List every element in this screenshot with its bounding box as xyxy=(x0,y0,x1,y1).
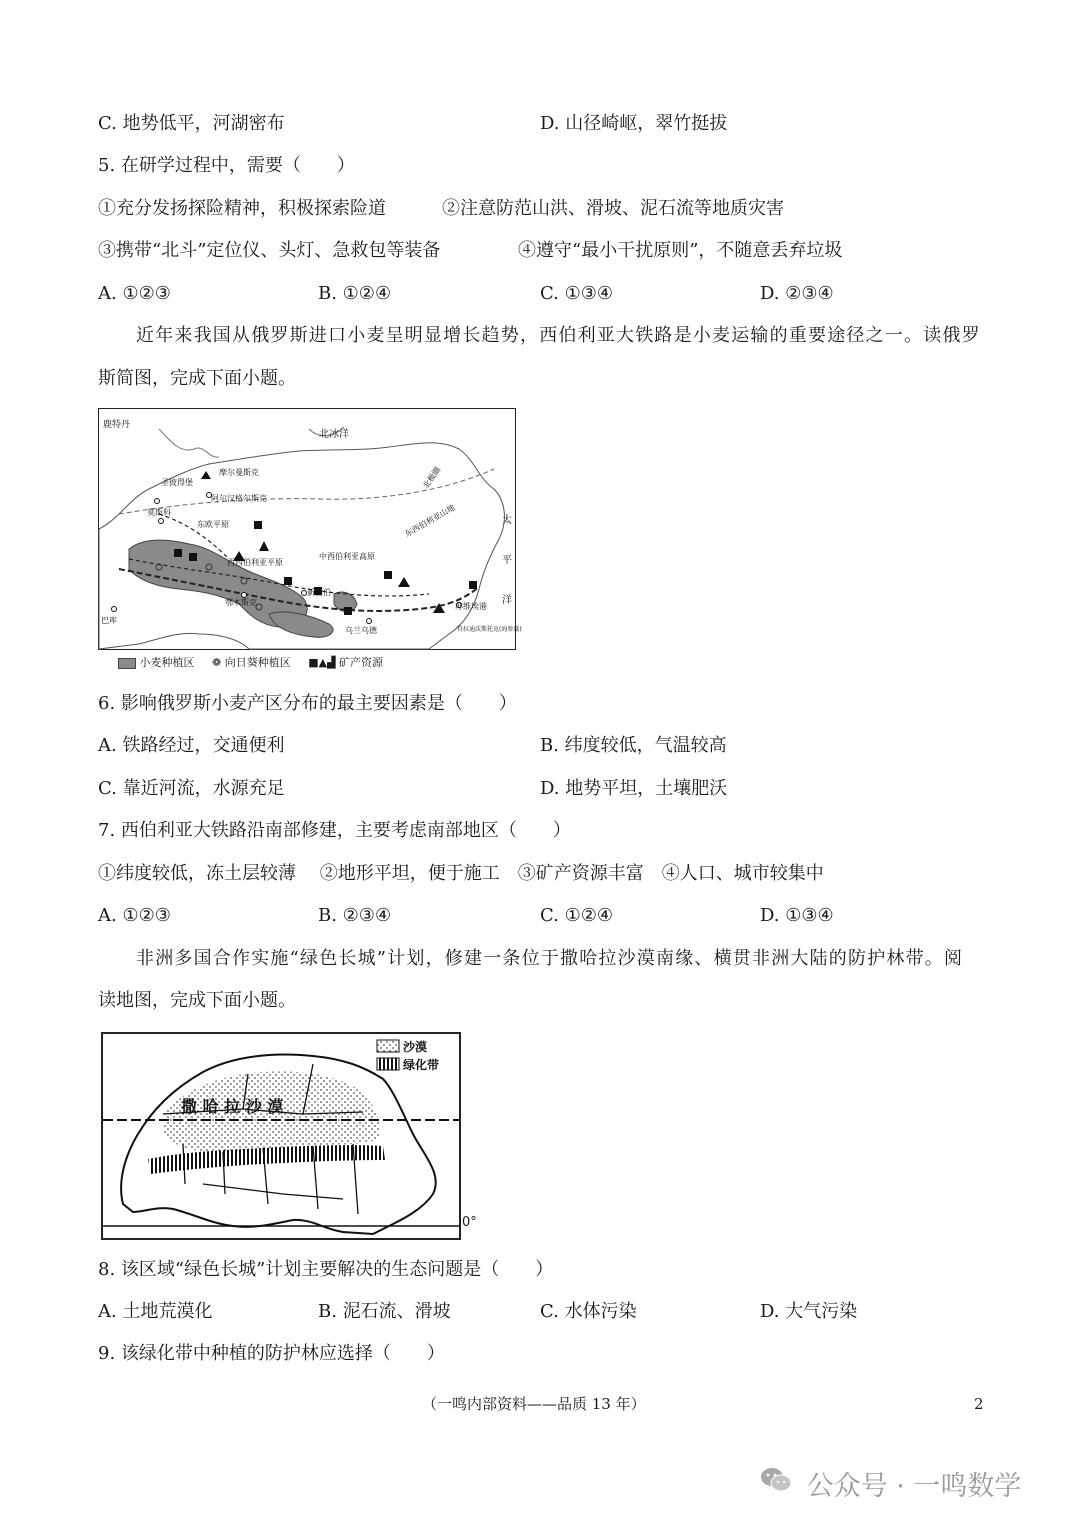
label-east-siberian-mountains: 东西伯利亚山地 xyxy=(403,502,457,539)
label-central-siberian-plateau: 中西伯利亚高原 xyxy=(319,552,375,561)
q4-option-c: C. 地势低平，河湖密布 xyxy=(98,113,285,134)
africa-intro-line2: 读地图，完成下面小题。 xyxy=(98,990,296,1011)
africa-map xyxy=(101,1032,461,1240)
label-pacific-2: 平 xyxy=(502,555,512,566)
label-ulan-ude: 乌兰乌德 xyxy=(345,626,377,635)
q5-item-4: ④遵守“最小干扰原则”，不随意丢弃垃圾 xyxy=(518,240,843,261)
label-baku: 巴库 xyxy=(101,616,117,625)
label-west-siberian-plain: 西西伯利亚平原 xyxy=(227,558,283,567)
q5-option-c: C. ①③④ xyxy=(540,283,613,304)
label-omsk: 鄂木斯克 xyxy=(225,598,257,607)
label-equator: 0° xyxy=(462,1215,477,1230)
wheat-swatch xyxy=(118,658,136,669)
legend-green-swatch xyxy=(377,1058,399,1070)
q4-option-d: D. 山径崎岖，翠竹挺拔 xyxy=(540,113,728,134)
label-arkhangelsk: 阿尔汉格尔斯克 xyxy=(211,494,267,503)
q8-option-a: A. 土地荒漠化 xyxy=(98,1301,213,1322)
legend-minerals: 矿产资源 xyxy=(339,656,384,669)
q6-option-d: D. 地势平坦，土壤肥沃 xyxy=(540,778,728,799)
label-arctic-ocean: 北冰洋 xyxy=(319,429,349,440)
q7-option-a: A. ①②③ xyxy=(98,905,171,926)
q5-item-3: ③携带“北斗”定位仪、头灯、急救包等装备 xyxy=(98,240,441,261)
legend-green-belt: 绿化带 xyxy=(403,1058,440,1072)
q5-stem: 5. 在研学过程中，需要（ ） xyxy=(98,155,355,176)
q8-option-b: B. 泥石流、滑坡 xyxy=(318,1301,451,1322)
q8-option-d: D. 大气污染 xyxy=(760,1301,858,1322)
label-sahara: 撒 哈 拉 沙 漠 xyxy=(181,1097,284,1116)
q7-items: ①纬度较低，冻土层较薄 ②地形平坦，便于施工 ③矿产资源丰富 ④人口、城市较集中 xyxy=(98,863,824,884)
russia-intro-line1: 近年来我国从俄罗斯进口小麦呈明显增长趋势，西伯利亚大铁路是小麦运输的重要途径之一。读俄罗 xyxy=(136,325,981,346)
russia-intro-line2: 斯简图，完成下面小题。 xyxy=(98,368,296,389)
watermark-text: 公众号 · 一鸣数学 xyxy=(806,1471,1022,1502)
label-east-european-plain: 东欧平原 xyxy=(197,520,229,529)
label-st-petersburg: 圣彼得堡 xyxy=(161,478,193,487)
watermark xyxy=(760,1464,1021,1503)
africa-intro-line1: 非洲多国合作实施“绿色长城”计划，修建一条位于撒哈拉沙漠南缘、横贯非洲大陆的防护林带。阅 xyxy=(136,948,964,969)
q7-option-b: B. ②③④ xyxy=(318,905,392,926)
q5-option-a: A. ①②③ xyxy=(98,283,171,304)
mineral-icon: ■▲▟ xyxy=(308,656,336,669)
q7-stem: 7. 西伯利亚大铁路沿南部修建，主要考虑南部地区（ ） xyxy=(98,820,571,841)
label-sovetskaya-gavan: 苏维埃港 xyxy=(455,602,487,611)
q5-option-b: B. ①②④ xyxy=(318,283,392,304)
q5-item-2: ②注意防范山洪、滑坡、泥石流等地质灾害 xyxy=(442,198,784,219)
russia-map-drawing xyxy=(99,409,522,649)
q6-option-a: A. 铁路经过，交通便利 xyxy=(98,735,285,756)
legend-sunflower: 向日葵种植区 xyxy=(224,656,291,669)
footer-center: （一鸣内部资料——品质 13 年） xyxy=(422,1395,646,1413)
label-pacific-1: 太 xyxy=(502,515,512,526)
sunflower-icon: ❁ xyxy=(212,656,222,669)
q6-stem: 6. 影响俄罗斯小麦产区分布的最主要因素是（ ） xyxy=(98,693,517,714)
q7-option-d: D. ①③④ xyxy=(760,905,834,926)
wechat-icon xyxy=(760,1466,792,1501)
russia-map xyxy=(98,408,522,650)
q5-item-1: ①充分发扬探险精神，积极探索险道 xyxy=(98,198,386,219)
q7-option-c: C. ①②④ xyxy=(540,905,613,926)
label-vladivostok: 符拉迪沃斯托克(海参崴) xyxy=(457,626,522,633)
q8-option-c: C. 水体污染 xyxy=(540,1301,637,1322)
q6-option-b: B. 纬度较低，气温较高 xyxy=(540,735,727,756)
legend-desert: 沙漠 xyxy=(403,1040,428,1054)
legend-wheat: 小麦种植区 xyxy=(139,656,195,669)
q9-stem: 9. 该绿化带中种植的防护林应选择（ ） xyxy=(98,1343,445,1364)
q5-option-d: D. ②③④ xyxy=(760,283,834,304)
label-arctic-circle: 北极圈 xyxy=(421,465,443,491)
page-number: 2 xyxy=(974,1395,984,1413)
legend-desert-swatch xyxy=(377,1040,399,1052)
africa-map-drawing xyxy=(103,1034,459,1238)
russia-legend xyxy=(118,656,383,670)
label-moscow: 莫斯科 xyxy=(147,508,171,517)
label-novosibirsk: 新西伯 xyxy=(307,588,331,597)
q6-option-c: C. 靠近河流，水源充足 xyxy=(98,778,285,799)
label-murmansk: 摩尔曼斯克 xyxy=(219,468,259,477)
q8-stem: 8. 该区域“绿色长城”计划主要解决的生态问题是（ ） xyxy=(98,1259,554,1280)
label-pacific-3: 洋 xyxy=(502,595,512,606)
label-rotterdam: 鹿特丹 xyxy=(103,420,131,430)
